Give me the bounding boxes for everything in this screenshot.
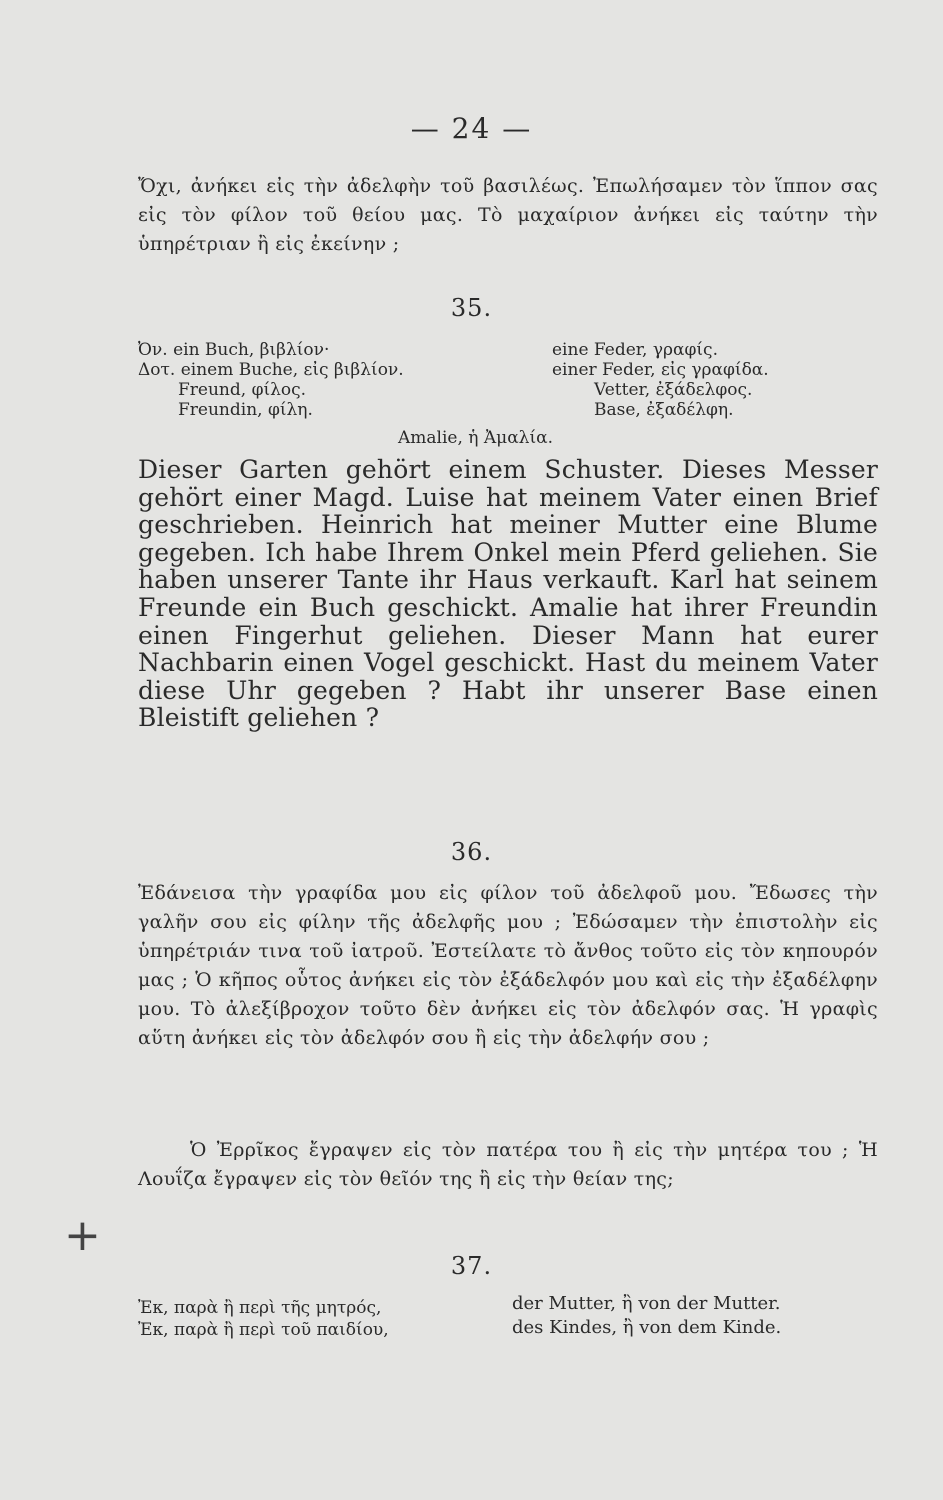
page-number: — 24 — bbox=[410, 112, 533, 145]
vocab-right-2: einer Feder, εἰς γραφίδα. bbox=[552, 360, 769, 380]
section-number-37: 37. bbox=[450, 1252, 493, 1280]
section-number-36: 36. bbox=[450, 838, 493, 866]
margin-cross-mark: + bbox=[64, 1210, 101, 1261]
exercise-36-text-2: Ὁ Ἐρρῖκος ἔγραψεν εἰς τὸν πατέρα του ἢ εἰς τὴν μητέρα του ; Ἡ Λουΐζα ἔγραψεν εἰς τὸν θεῖόν της ἢ εἰς τὴν θείαν της; bbox=[138, 1139, 878, 1190]
vocab-left-4: Freundin, φίλη. bbox=[178, 400, 313, 420]
vocab37-right-1: der Mutter, ἢ von der Mutter. bbox=[512, 1293, 781, 1314]
vocab37-left-2: Ἐκ, παρὰ ἢ περὶ τοῦ παιδίου, bbox=[138, 1320, 389, 1340]
vocab-left-1: Ὀν. ein Buch, βιβλίον· bbox=[138, 340, 330, 360]
exercise-35-text: Dieser Garten gehört einem Schuster. Dieses Messer gehört einer Magd. Luise hat meinem Vater einen Brief geschrieben. Heinrich hat meiner Mutter eine Blume gegeben. Ich habe Ihrem Onkel mein Pferd geliehen. Sie haben unserer Tante ihr Haus verkauft. Karl hat seinem Freunde ein Buch geschickt. Amalie hat ihrer Freundin einen Fingerhut geliehen. Dieser Mann hat eurer Nachbarin einen Vogel geschickt. Hast du meinem Vater diese Uhr gegeben ? Habt ihr unserer Base einen Bleistift geliehen ? bbox=[138, 455, 878, 733]
section-number-35: 35. bbox=[450, 294, 493, 322]
exercise-36-text: Ἐδάνεισα τὴν γραφίδα μου εἰς φίλον τοῦ ἀδελφοῦ μου. Ἔδωσες τὴν γαλῆν σου εἰς φίλην τῆς ἀδελφῆς μου ; Ἐδώσαμεν τὴν ἐπιστολὴν εἰς ὑπηρέτριάν τινα τοῦ ἰατροῦ. Ἐστείλατε τὸ ἄνθος τοῦτο εἰς τὸν κηπουρόν μας ; Ὁ κῆπος οὗτος ἀνήκει εἰς τὸν ἐξάδελφόν μου καὶ εἰς τὴν ἐξαδέλφην μου. Τὸ ἀλεξίβροχον τοῦτο δὲν ἀνήκει εἰς τὸν ἀδελφόν σας. Ἡ γραφὶς αὕτη ἀνήκει εἰς τὸν ἀδελφόν σου ἢ εἰς τὴν ἀδελφήν σου ; bbox=[138, 882, 878, 1049]
vocab-left-2: Δοτ. einem Buche, εἰς βιβλίον. bbox=[138, 360, 404, 380]
vocab37-left-1: Ἐκ, παρὰ ἢ περὶ τῆς μητρός, bbox=[138, 1298, 382, 1318]
vocab-left-3: Freund, φίλος. bbox=[178, 380, 307, 400]
vocab-center: Amalie, ἡ Ἀμαλία. bbox=[398, 428, 553, 448]
vocab-right-4: Base, ἐξαδέλφη. bbox=[594, 400, 734, 420]
intro-paragraph: Ὄχι, ἀνήκει εἰς τὴν ἀδελφὴν τοῦ βασιλέως. Ἐπωλήσαμεν τὸν ἵππον σας εἰς τὸν φίλον τοῦ θείου μας. Τὸ μαχαίριον ἀνήκει εἰς ταύτην τὴν ὑπηρέτριαν ἢ εἰς ἐκείνην ; bbox=[138, 175, 878, 255]
vocab-right-3: Vetter, ἐξάδελφος. bbox=[594, 380, 753, 400]
vocab37-right-2: des Kindes, ἢ von dem Kinde. bbox=[512, 1317, 782, 1338]
vocab-right-1: eine Feder, γραφίς. bbox=[552, 340, 718, 360]
